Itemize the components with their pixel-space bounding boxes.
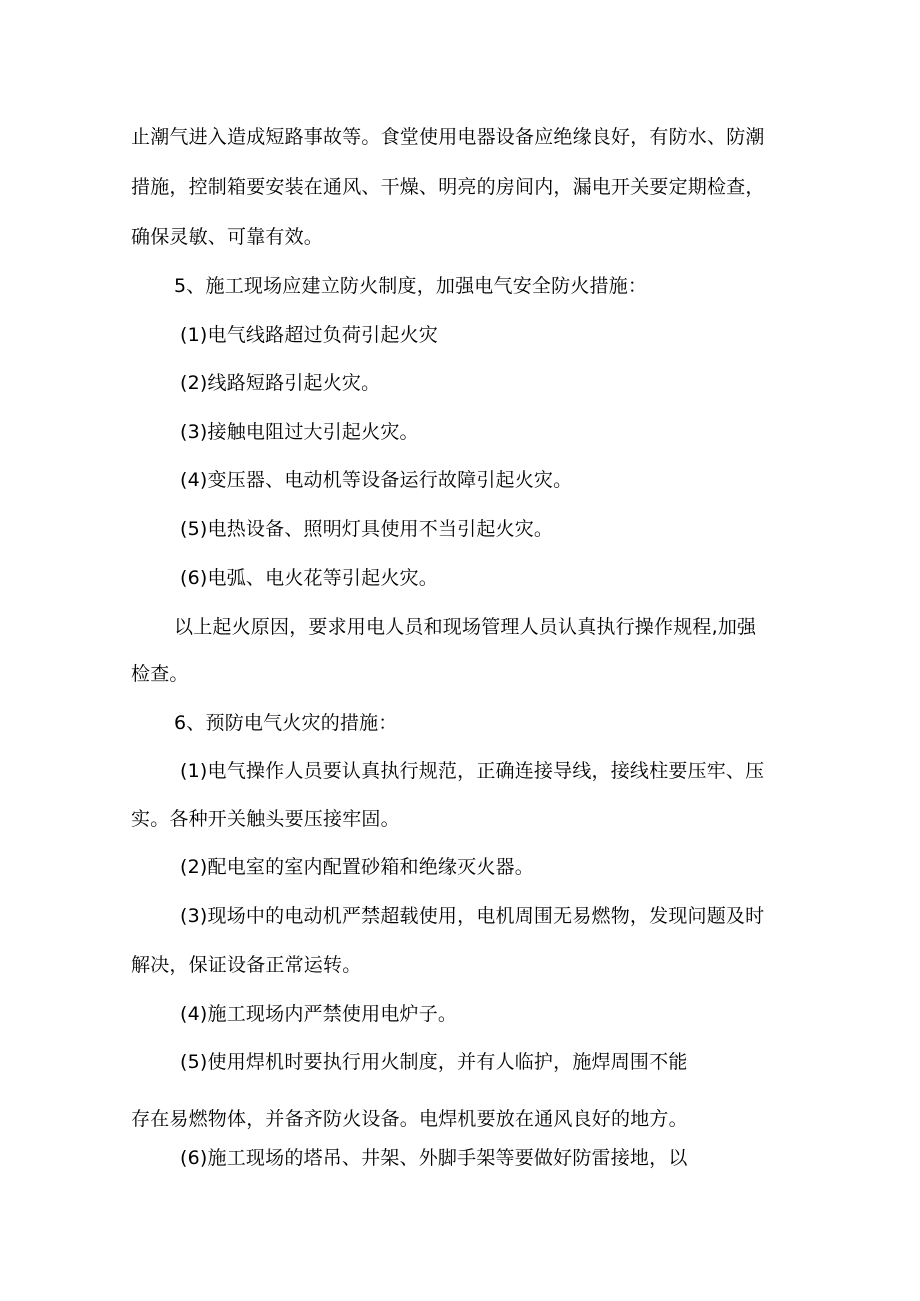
list-item-6-2: (2)配电室的室内配置砂箱和绝缘灭火器。 [180,856,534,878]
section-5-heading: 5、施工现场应建立防火制度，加强电气安全防火措施： [174,275,648,297]
list-item-6-3a: (3)现场中的电动机严禁超载使用，电机周围无易燃物，发现问题及时 [180,905,765,927]
list-item-6-1a: (1)电气操作人员要认真执行规范，正确连接导线，接线柱要压牢、压 [180,760,765,782]
summary-line-2: 检查。 [131,663,189,685]
text-line-3: 确保灵敏、可靠有效。 [131,226,324,248]
list-item-5-2: (2)线路短路引起火灾。 [180,372,381,394]
list-item-6-6: (6)施工现场的塔吊、井架、外脚手架等要做好防雷接地，以 [180,1147,688,1169]
summary-line-1: 以上起火原因，要求用电人员和现场管理人员认真执行操作规程,加强 [174,616,757,638]
list-item-5-5: (5)电热设备、照明灯具使用不当引起火灾。 [180,518,554,540]
text-line-1: 止潮气进入造成短路事故等。食堂使用电器设备应绝缘良好，有防水、防潮 [131,126,765,148]
list-item-5-4: (4)变压器、电动机等设备运行故障引起火灾。 [180,469,573,491]
list-item-6-5a: (5)使用焊机时要执行用火制度，并有人临护，施焊周围不能 [180,1051,688,1073]
list-item-6-3b: 解决，保证设备正常运转。 [131,954,362,976]
list-item-6-5b: 存在易燃物体，并备齐防火设备。电焊机要放在通风良好的地方。 [131,1108,688,1130]
list-item-6-4: (4)施工现场内严禁使用电炉子。 [180,1003,458,1025]
list-item-5-6: (6)电弧、电火花等引起火灾。 [180,567,438,589]
list-item-5-3: (3)接触电阻过大引起火灾。 [180,421,419,443]
text-line-2: 措施，控制箱要安装在通风、干燥、明亮的房间内，漏电开关要定期检查， [131,176,765,198]
list-item-5-1: (1)电气线路超过负荷引起火灾 [180,324,438,346]
list-item-6-1b: 实。各种开关触头要压接牢固。 [131,808,400,830]
section-6-heading: 6、预防电气火灾的措施： [174,712,398,734]
